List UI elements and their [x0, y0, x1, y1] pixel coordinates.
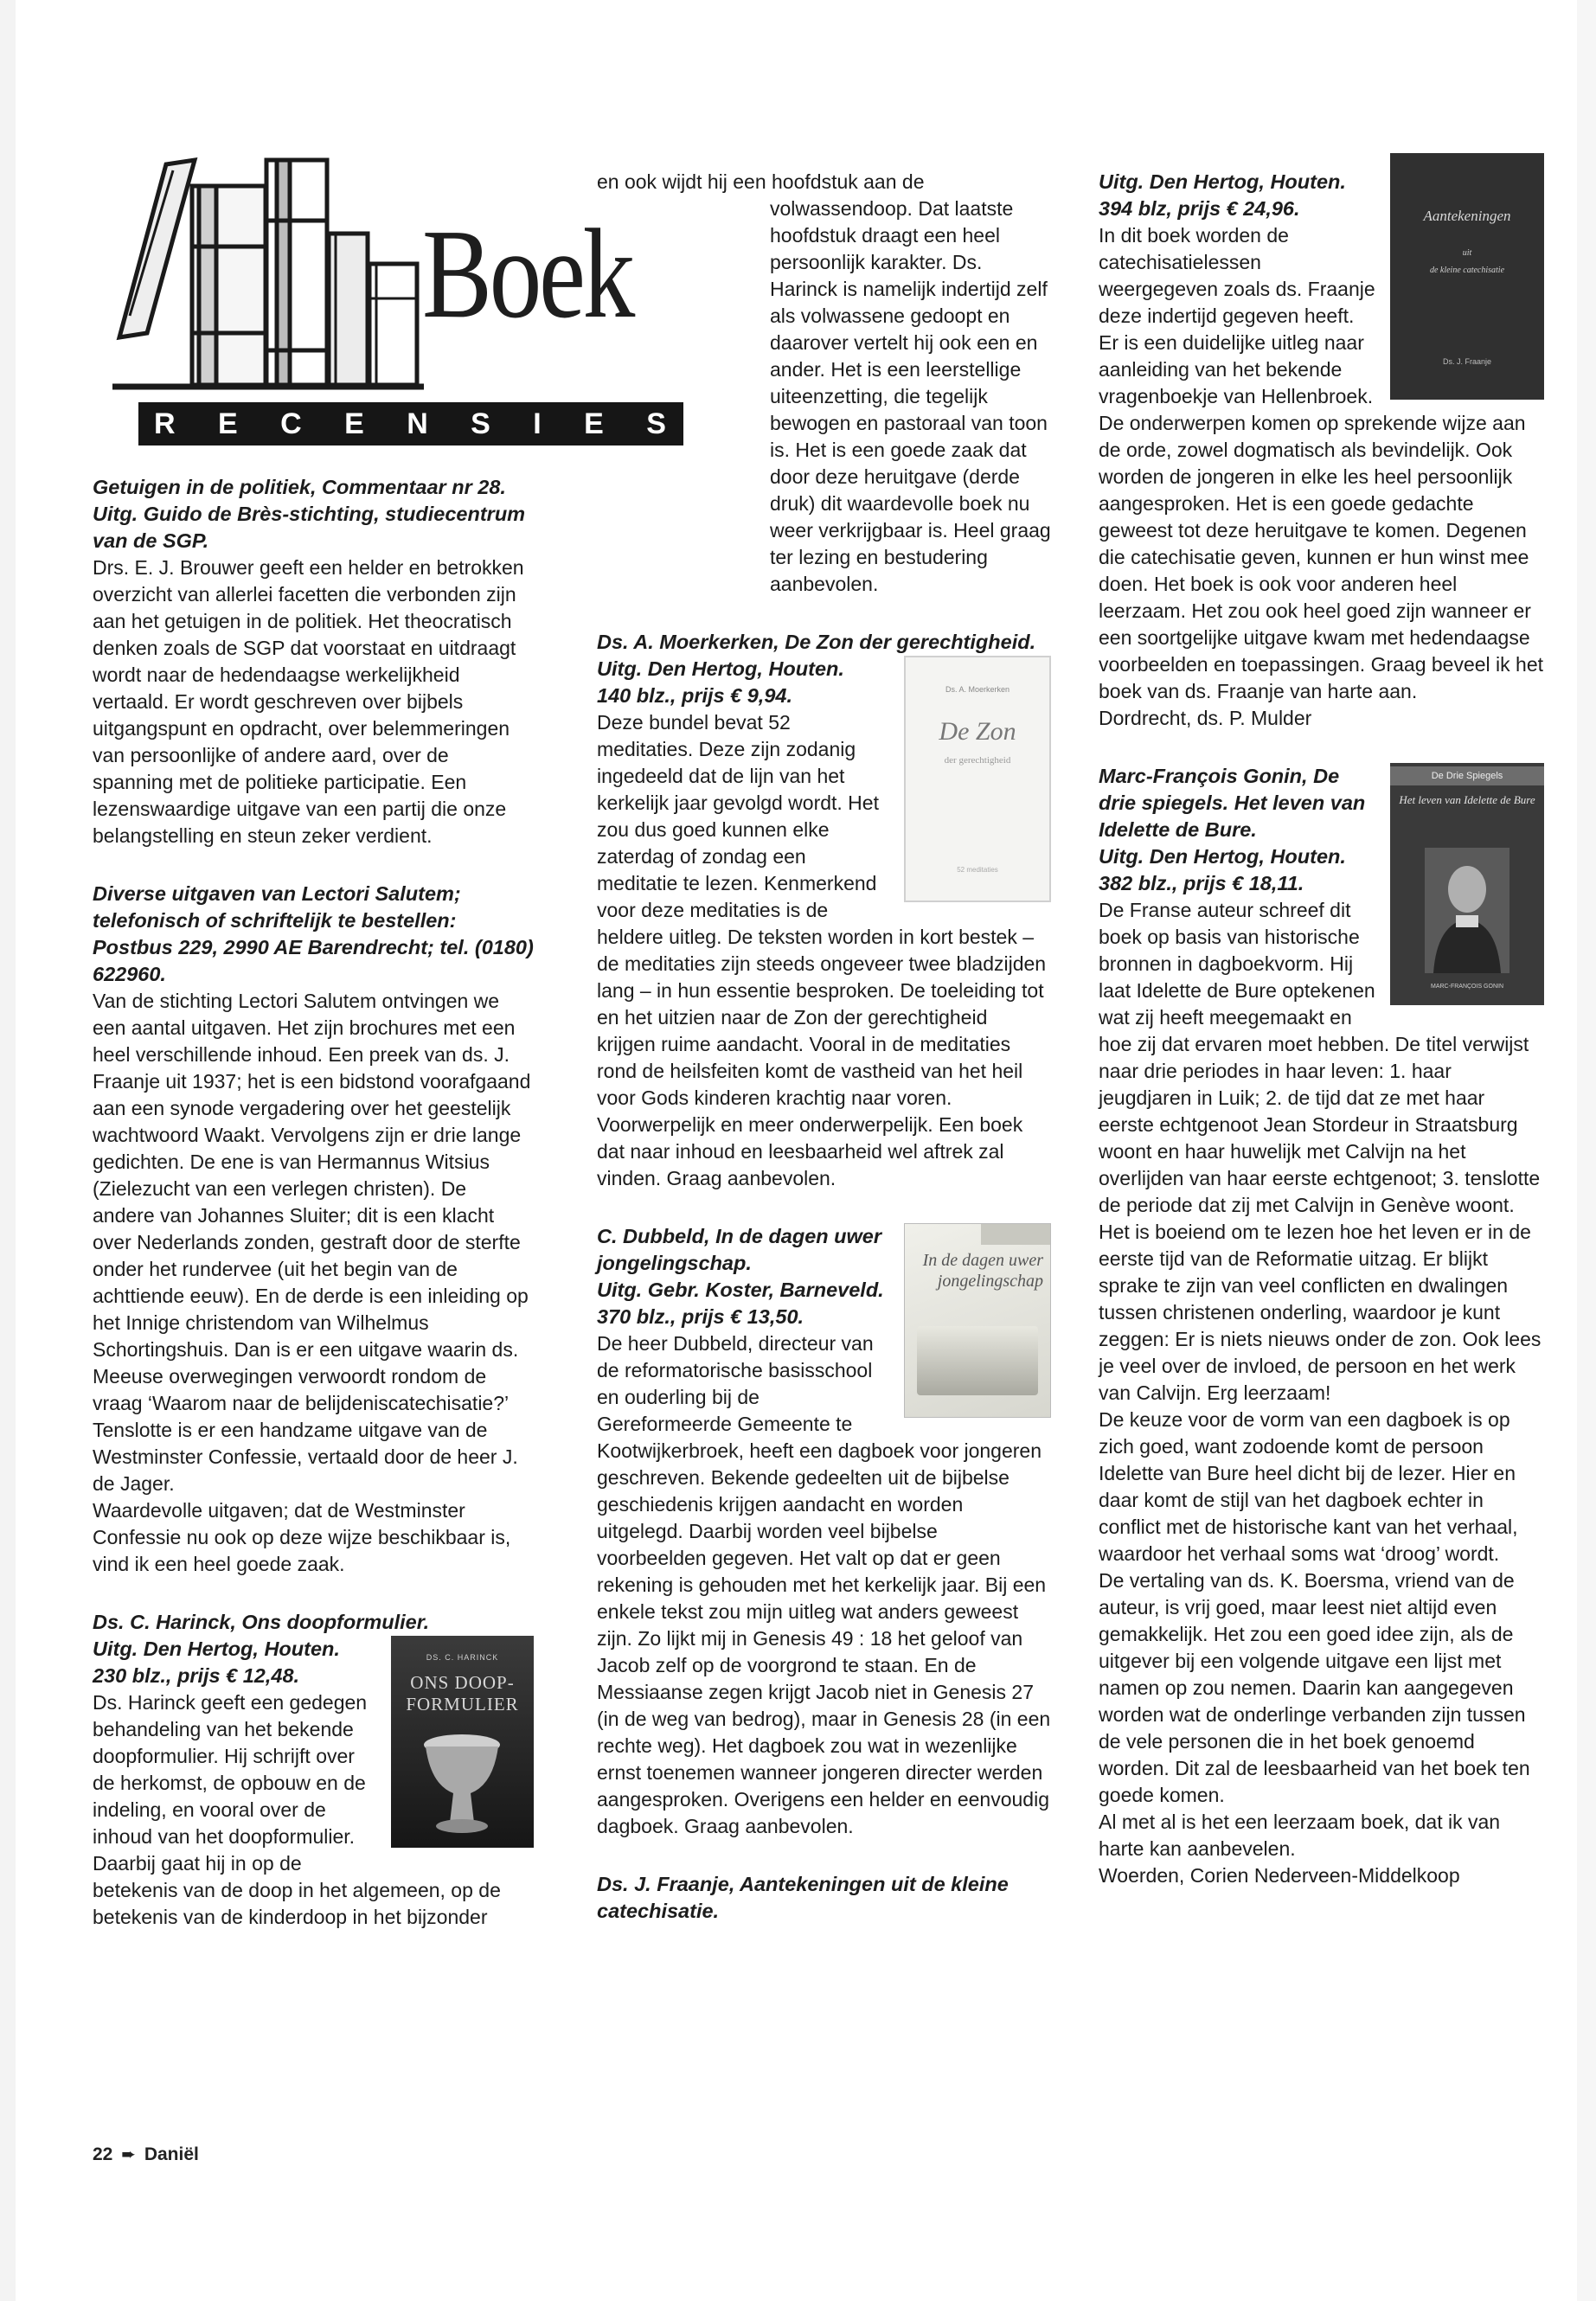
recensies-letter: C [280, 407, 304, 440]
review-signature: Dordrecht, ds. P. Mulder [1099, 707, 1312, 729]
magazine-name: Daniël [144, 2144, 199, 2164]
book-cover-aantekeningen [1390, 153, 1544, 400]
review-publisher: Uitg. Den Hertog, Houten. [93, 1638, 340, 1660]
recensies-letter: I [533, 407, 543, 440]
cover-footer: 52 meditaties [957, 866, 998, 874]
recensies-letter: E [217, 407, 240, 440]
review-heading: Marc-François Gonin, De drie spiegels. Het leven van Idelette de Bure. [1099, 765, 1366, 841]
review-publisher: Uitg. Den Hertog, Houten. [597, 657, 844, 680]
review-heading: Ds. J. Fraanje, Aantekeningen uit de kleine catechisatie. [597, 1873, 1009, 1922]
review-price: 382 blz., prijs € 18,11. [1099, 872, 1304, 894]
cover-author: MARC-FRANÇOIS GONIN [1431, 984, 1503, 990]
review-body: Van de stichting Lectori Salutem ontvingen we een aantal uitgaven. Het zijn brochures met een heel verschillende inhoud. Een preek van ds. J. Fraanje uit 1937; het is een bidstond voorafgaand aan een synode vergadering over het geestelijk wachtwoord Waakt. Vervolgens zijn er drie lange gedichten. De ene is van Hermannus Witsius (Zielezucht van een verlegen christen). De andere van Johannes Sluiter; dit is een klacht over Nederlands zonden, gestraft door de sterfte onder het rundervee (uit het begin van de achttiende eeuw). En de derde is een inleiding op het Innige christendom van Wilhelmus Schortingshuis. Dan is er een uitgave waarin ds. Meeuse overwegingen verwoordt rondom de vraag ‘Waarom naar de belijdeniscatechisatie?’ Tenslotte is er een handzame uitgave van de Westminster Confessie, vertaald door de heer J. de Jager. [93, 990, 531, 1495]
review-heading: Ds. A. Moerkerken, De Zon der gerechtigheid. [597, 631, 1036, 653]
open-book-image [917, 1326, 1038, 1395]
boek-title: Boek [422, 203, 633, 345]
cover-subtitle: de kleine catechisatie [1429, 266, 1505, 275]
page-number: 22 [93, 2144, 113, 2164]
review-heading: Ds. C. Harinck, Ons doopformulier. [93, 1611, 430, 1633]
book-cover-jongelingschap [904, 1223, 1051, 1418]
review-body: Al met al is het een leerzaam boek, dat ik van harte kan aanbevelen. [1099, 1811, 1501, 1860]
review-body: Het is boeiend om te lezen hoe het leven er in de eerste tijd van de Reformatie uitzag. Er blijkt sprake te zijn van veel conflicten en dwalingen tussen christenen onderling, waardoor je kunt zeggen: Er is niets nieuws onder de zon. Ook lees je veel over de invloed, de persoon en het werk van Calvijn. Erg leerzaam! [1099, 1221, 1542, 1404]
cover-author: Ds. J. Fraanje [1442, 357, 1492, 366]
cover-title: Het leven van Idelette de Bure [1399, 793, 1535, 806]
cover-title: Aantekeningen [1423, 208, 1511, 224]
recensies-letter: S [471, 407, 492, 440]
recensies-letter: E [344, 407, 366, 440]
review-body: en ook wijdt hij een hoofdstuk aan de volwassendoop. Dat laatste hoofdstuk draagt een heel persoonlijk karakter. Ds. Harinck is namelijk indertijd zelf als volwassene gedoopt en daarover vertelt hij ook een en ander. Het is een leerstellige uiteenzetting, die tegelijk bewogen en pastoraal van toon is. Het is een goede zaak dat door deze heruitgave (derde druk) dit waardevolle boek nu weer verkrijgbaar is. Heel graag ter lezing en bestudering aanbevolen. [597, 170, 1051, 595]
books-icon [112, 151, 424, 402]
book-cover-drie-spiegels [1390, 763, 1544, 1005]
recensies-letter: N [407, 407, 430, 440]
baptismal-font-icon [420, 1733, 503, 1835]
cover-author: DS. C. HARINCK [426, 1653, 499, 1662]
recensies-letter: S [646, 407, 668, 440]
cover-subtitle: uit [1462, 248, 1472, 258]
cover-title: De Zon [939, 717, 1016, 746]
recensies-letter: E [584, 407, 606, 440]
review-price: 394 blz, prijs € 24,96. [1099, 197, 1300, 220]
review-price: 370 blz., prijs € 13,50. [597, 1305, 804, 1328]
review-signature: Woerden, Corien Nederveen-Middelkoop [1099, 1864, 1460, 1887]
book-cover-zon [904, 656, 1051, 902]
review-body: Waardevolle uitgaven; dat de Westminster Confessie nu ook op deze wijze beschikbaar is, vind ik een heel goede zaak. [93, 1499, 511, 1575]
cover-author: Ds. A. Moerkerken [945, 685, 1010, 694]
column-3 [1099, 169, 1544, 1889]
cover-title: In de dagen uwer jongelingschap [922, 1251, 1043, 1291]
review-publisher: Uitg. Gebr. Koster, Barneveld. [597, 1279, 884, 1301]
review-price: 230 blz., prijs € 12,48. [93, 1664, 300, 1687]
review-body: Drs. E. J. Brouwer geeft een helder en betrokken overzicht van allerlei facetten die verbonden zijn aan het getuigen in de politiek. Het theocratisch denken zoals de SGP dat voorstaat en uitdraagt wordt naar de hedendaagse werkelijkheid vertaald. Er wordt geschreven over bijbels uitgangspunt en opdracht, over belemmeringen van persoonlijke of andere aard, over de spanning met de politieke participatie. Een lezenswaardige uitgave van een partij die onze belangstelling en steun zeker verdient. [93, 556, 524, 847]
review-body: In dit boek worden de catechisatielessen weergegeven zoals ds. Fraanje deze indertijd gegeven heeft. Er is een duidelijke uitleg naar aanleiding van het bekende vragenboekje van Hellenbroek. De onderwerpen komen op sprekende wijze aan de orde, zowel dogmatisch als bevindelijk. Ook worden de jongeren in elke les heel persoonlijk aangesproken. Het is een goede gedachte geweest tot deze heruitgave te komen. Degenen die catechisatie geven, kunnen er hun winst mee doen. Het boek is ook voor anderen heel leerzaam. Het zou ook heel goed zijn wanneer er een soortgelijke uitgave kwam met hedendaagse voorbeelden en toepassingen. Graag beveel ik het boek van ds. Fraanje van harte aan. [1099, 224, 1544, 702]
review-heading: Diverse uitgaven van Lectori Salutem; telefonisch of schriftelijk te bestellen: Postbus 229, 2990 AE Barendrecht; tel. (0180) 622960. [93, 882, 534, 985]
review-publisher: Uitg. Den Hertog, Houten. [1099, 845, 1346, 868]
review-body: Deze bundel bevat 52 meditaties. Deze zijn zodanig ingedeeld dat de lijn van het kerkelijk jaar gevolgd wordt. Het zou dus goed kunnen elke zaterdag of zondag een meditatie te lezen. Kenmerkend voor deze meditaties is de heldere uitleg. De teksten worden in kort bestek – de meditaties zijn steeds ongeveer twee bladzijden lang – in hun essentie besproken. De toeleiding tot en het uitzien naar de Zon der gerechtigheid krijgen ruime aandacht. Vooral in de meditaties rond de heilsfeiten komt de vastheid van het heil voor Gods kinderen krachtig naar voren. Voorwerpelijk en meer onderwerpelijk. Een boek dat naar inhoud en leesbaarheid wel aftrek zal vinden. Graag aanbevolen. [597, 711, 1047, 1189]
review-heading: C. Dubbeld, In de dagen uwer jongelingschap. [597, 1225, 882, 1274]
review-body: Ds. Harinck geeft een gedegen behandeling van het bekende doopformulier. Hij schrijft over de herkomst, de opbouw en de indeling, en vooral over de inhoud van het doopformulier. Daarbij gaat hij in op de betekenis van de doop in het algemeen, op de betekenis van de kinderdoop in het bijzonder [93, 1691, 501, 1928]
book-cover-doopformulier [391, 1636, 534, 1848]
review-price: 140 blz., prijs € 9,94. [597, 684, 792, 707]
review-body: De keuze voor de vorm van een dagboek is op zich goed, want zodoende komt de persoon Idelette van Bure heel dicht bij de lezer. Hier en daar komt de stijl van het dagboek echter in conflict met de historische kant van het verhaal, waardoor het verhaal soms wat ‘droog’ wordt. [1099, 1408, 1518, 1565]
portrait-icon [1425, 848, 1509, 973]
review-body: De vertaling van ds. K. Boersma, vriend van de auteur, is vrij goed, maar leest niet altijd even gemakkelijk. Het zou een goed idee zijn, als de uitgever bij een volgende uitgave een lijst met namen op zou nemen. Daarin kan aangegeven worden wat de onderlinge verbanden zijn tussen de vele personen die in het boek genoemd worden. Dit zal de leesbaarheid van het boek ten goede komen. [1099, 1569, 1530, 1806]
cover-title: ONS DOOP-FORMULIER [406, 1672, 519, 1715]
arrow-icon: ➨ [121, 2145, 136, 2164]
cover-subtitle: der gerechtigheid [944, 755, 1011, 766]
recensies-letter: R [154, 407, 177, 440]
review-body: De heer Dubbeld, directeur van de reformatorische basisschool en ouderling bij de Gereformeerde Gemeente te Kootwijkerbroek, heeft een dagboek voor jongeren geschreven. Bekende gedeelten uit de bijbelse geschiedenis krijgen aandacht en worden uitgelegd. Daarbij worden veel bijbelse voorbeelden gegeven. Het valt op dat er geen rekening is gehouden met het kerkelijk jaar. Bij een enkele tekst zou mijn uitleg wat anders geweest zijn. Zo lijkt mij in Genesis 49 : 18 het geloof van Jacob zelf op de voorgrond te staan. En de Messiaanse zegen krijgt Jacob niet in Genesis 27 (in de weg van bedrog), maar in Genesis 28 (in een rechte weg). Het dagboek zou wat in wezenlijke ernst toenemen wanneer jongeren directer werden aangesproken. Overigens een helder en eenvoudig dagboek. Graag aanbevolen. [597, 1332, 1051, 1837]
column-2 [597, 169, 1051, 1925]
cover-top: De Drie Spiegels [1390, 766, 1544, 785]
review-publisher: Uitg. Den Hertog, Houten. [1099, 170, 1346, 193]
review-heading: Getuigen in de politiek, Commentaar nr 28. Uitg. Guido de Brès-stichting, studiecentrum van de SGP. [93, 476, 526, 552]
column-1 [93, 474, 534, 1931]
review-body: De Franse auteur schreef dit boek op basis van historische bronnen in dagboekvorm. Hij laat Idelette de Bure optekenen wat zij heeft meegemaakt en hoe zij dat ervaren moet hebben. De titel verwijst naar drie periodes in haar leven: 1. haar jeugdjaren in Luik; 2. de tijd dat ze met haar eerste echtgenoot Jean Stordeur in Straatsburg woont en haar huwelijk met Calvijn na het overlijden van haar eerste echtgenoot; 3. tenslotte de periode dat zij met Calvijn in Genève woont. [1099, 899, 1541, 1216]
page-footer [93, 2144, 199, 2165]
